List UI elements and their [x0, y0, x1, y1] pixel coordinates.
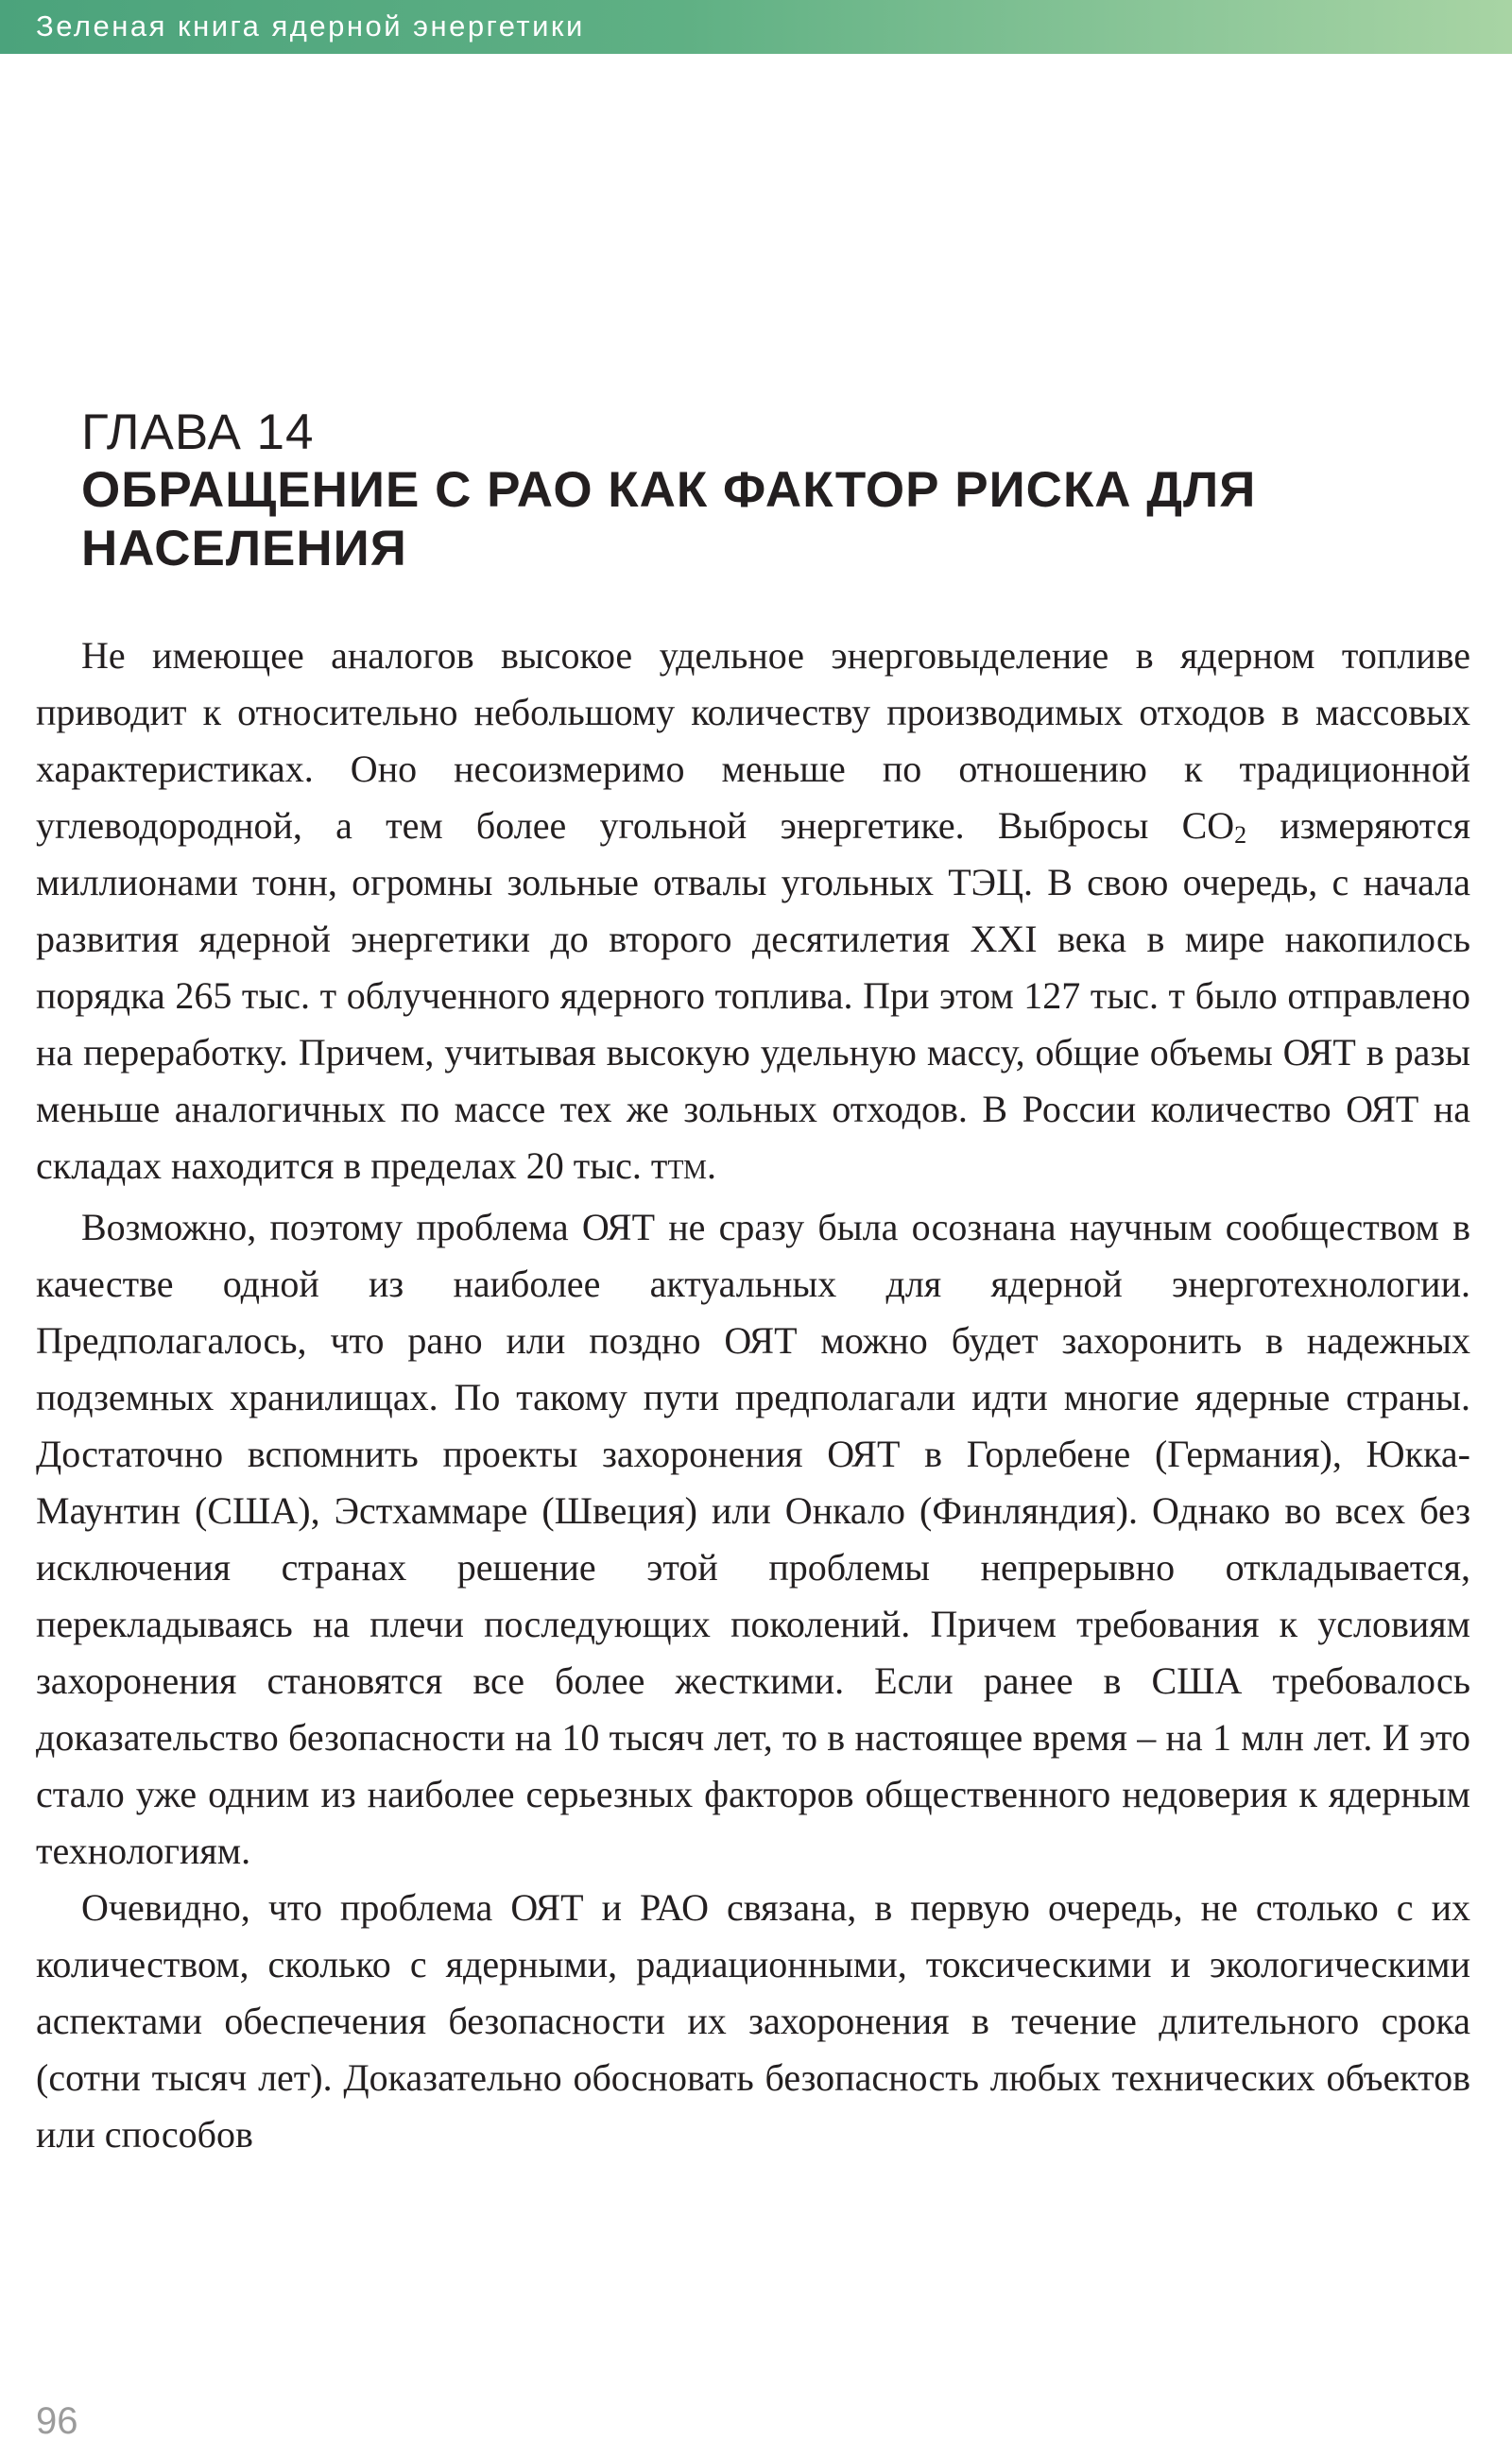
chapter-number: ГЛАВА 14 — [81, 404, 315, 460]
tm-suffix: ТМ — [667, 1156, 707, 1185]
header-band — [0, 0, 1512, 54]
paragraph-2: Возможно, поэтому проблема ОЯТ не сразу была осознана научным сообществом в качестве одной из наиболее актуальных для ядерной энерготехнологии. Предполагалось, что рано или поздно ОЯТ можно будет захоронить в надежных подземных хранилищах. По такому пути предполагали идти многие ядерные страны. Достаточно вспомнить проекты захоронения ОЯТ в Горлебене (Германия), Юкка-Маунтин (США), Эстхаммаре (Швеция) или Онкало (Финляндия). Однако во всех без исключения странах решение этой проблемы непрерывно откладывается, перекладываясь на плечи последующих поколений. Причем требования к условиям захоронения становятся все более жесткими. Если ранее в США требовалось доказательство безопасности на 10 тысяч лет, то в настоящее время – на 1 млн лет. И это стало уже одним из наиболее серьезных факторов общественного недоверия к ядерным технологиям. — [36, 1206, 1470, 1872]
paragraph-1-text-c: . — [706, 1144, 716, 1187]
book-title: Зеленая книга ядерной энергетики — [36, 9, 585, 43]
chapter-heading — [81, 404, 1461, 578]
co2-subscript: 2 — [1234, 821, 1247, 849]
body-text — [36, 627, 1470, 2163]
paragraph-1 — [36, 627, 1470, 1199]
paragraph-1-text-b: измеряются миллионами тонн, огромны зольные отвалы угольных ТЭЦ. В свою очередь, с начала развития ядерной энергетики до второго десятилетия XXI века в мире накопилось порядка 265 тыс. т облученного ядерного топлива. При этом 127 тыс. т было отправлено на переработку. Причем, учитывая высокую удельную массу, общие объемы ОЯТ в разы меньше аналогичных по массе тех же зольных отходов. В России количество ОЯТ на складах находится в пределах 20 тыс. т — [36, 804, 1470, 1187]
paragraph-3: Очевидно, что проблема ОЯТ и РАО связана, в первую очередь, не столько с их количеством, сколько с ядерными, радиационными, токсическими и экологическими аспектами обеспечения безопасности их захоронения в течение длительного срока (сотни тысяч лет). Доказательно обосновать безопасность любых технических объектов или способов — [36, 1886, 1470, 2156]
paragraph-1-text-a: Не имеющее аналогов высокое удельное энерговыделение в ядерном топливе приводит к относительно небольшому количеству производимых отходов в массовых характеристиках. Оно несоизмеримо меньше по отношению к традиционной углеводородной, а тем более угольной энергетике. Выбросы CO — [36, 634, 1470, 847]
page-number: 96 — [36, 2400, 78, 2442]
chapter-title: ОБРАЩЕНИЕ С РАО КАК ФАКТОР РИСКА ДЛЯ НАСЕЛЕНИЯ — [81, 462, 1257, 576]
